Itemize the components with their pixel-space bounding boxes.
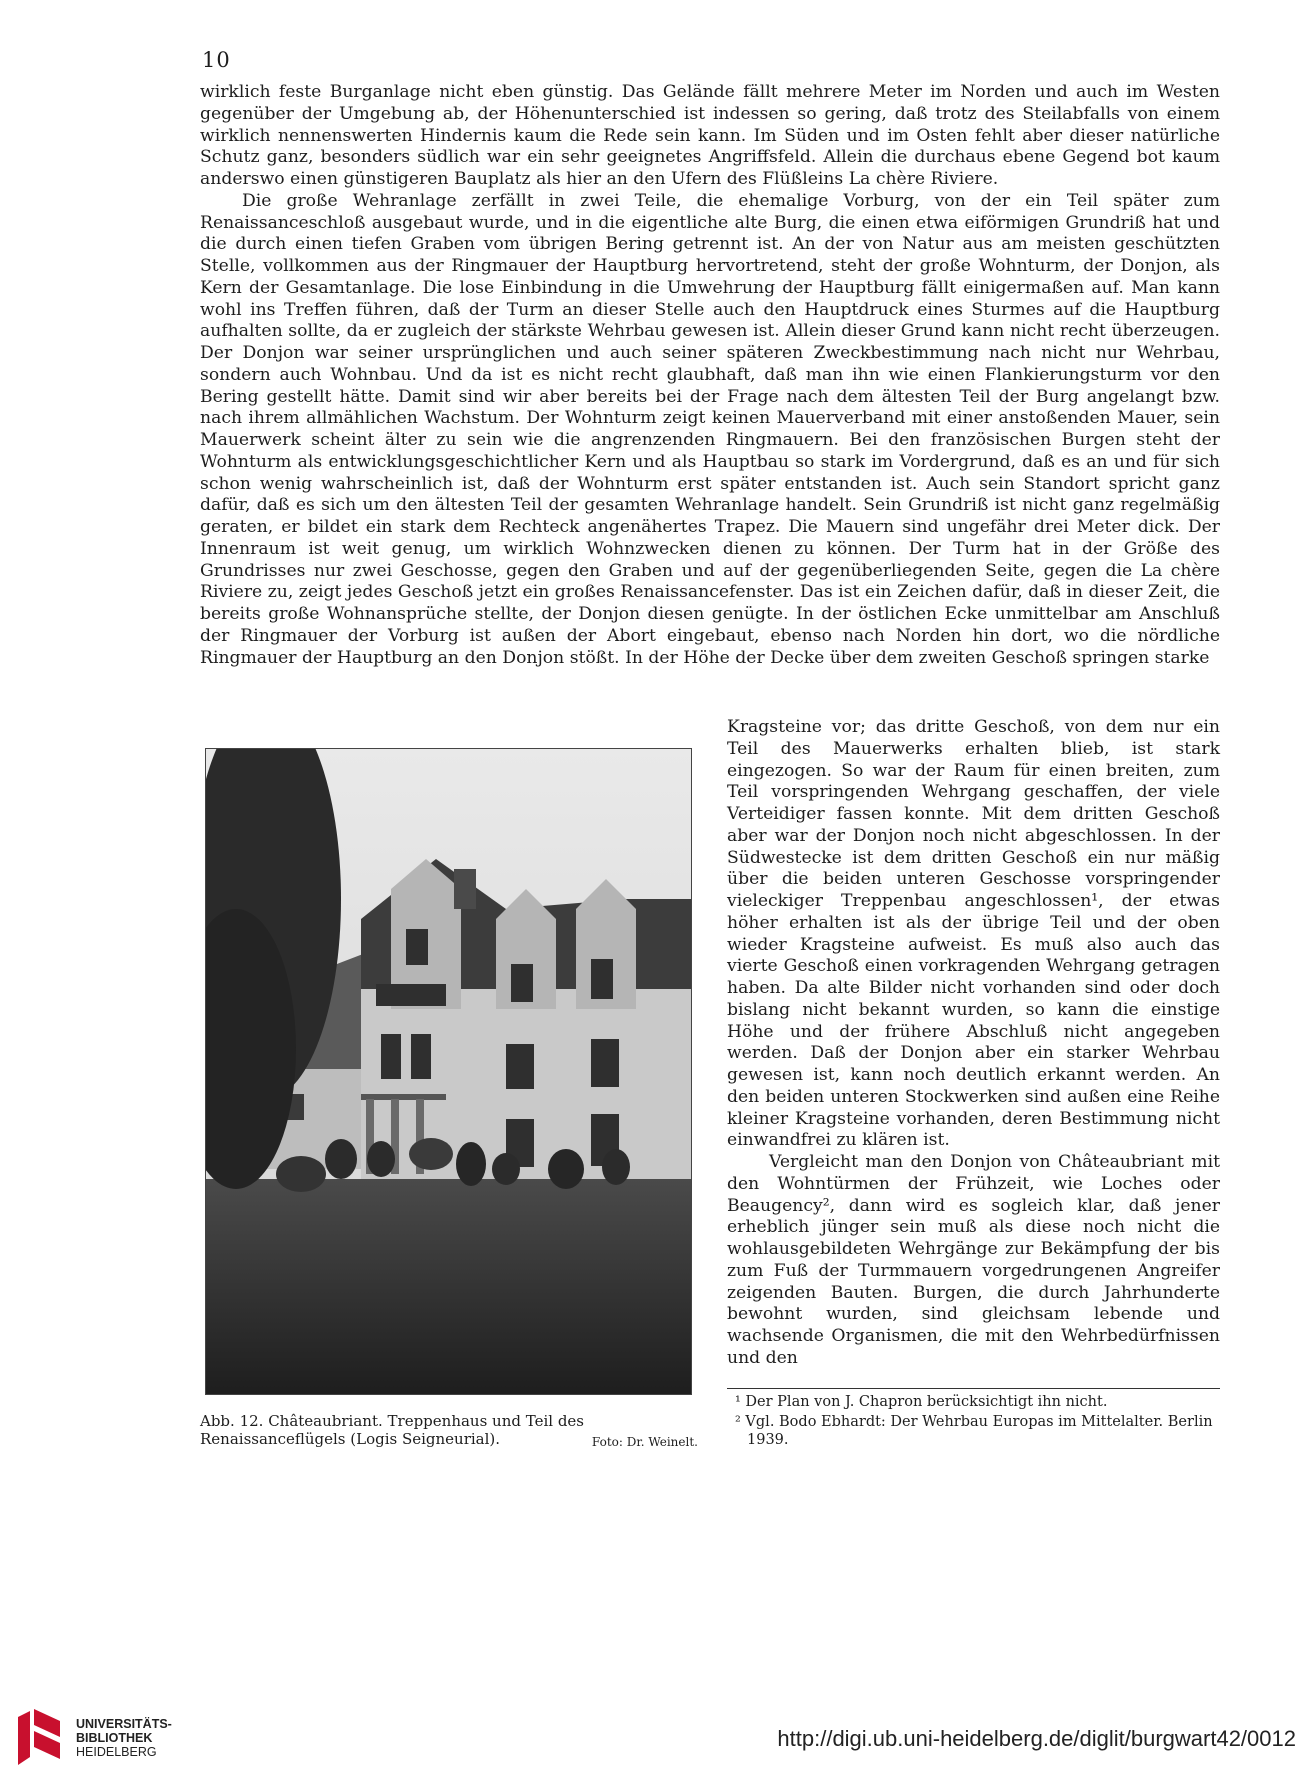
library-logo-icon: [14, 1707, 64, 1769]
source-url[interactable]: http://digi.ub.uni-heidelberg.de/diglit/burgwart42/0012: [777, 1726, 1296, 1751]
paragraph: Die große Wehranlage zerfällt in zwei Teile, die ehemalige Vorburg, von der ein Teil später zum Renaissanceschloß ausgebaut wurde, und in die eigentliche alte Burg, die einen etwa eiförmigen Grundriß hat und die durch einen tiefen Graben vom übrigen Bering getrennt ist. An der von Natur aus am meisten geschützten Stelle, vollkommen aus der Ringmauer der Hauptburg hervortretend, steht der große Wohnturm, der Donjon, als Kern der Gesamtanlage. Die lose Einbindung in die Umwehrung der Hauptburg fällt einigermaßen auf. Man kann wohl ins Treffen führen, daß der Turm an dieser Stelle auch den Hauptdruck eines Sturmes auf die Hauptburg aufhalten sollte, da er zugleich der stärkste Wehrbau gewesen ist. Allein dieser Grund kann nicht recht überzeugen. Der Donjon war seiner ursprünglichen und auch seiner späteren Zweckbestimmung nach nicht nur Wehrbau, sondern auch Wohnbau. Und da ist es nicht recht glaubhaft, daß man ihn wie einen Flankierungsturm vor den Bering gestellt hätte. Damit sind wir aber bereits bei der Frage nach dem ältesten Teil der Burg angelangt bzw. nach ihrem allmählichen Wachstum. Der Wohnturm zeigt keinen Mauerverband mit einer anstoßenden Mauer, sein Mauerwerk scheint älter zu sein wie die angrenzenden Ringmauern. Bei den französischen Burgen steht der Wohnturm als entwicklungsgeschichtlicher Kern und als Hauptbau so stark im Vordergrund, daß es an und für sich schon wenig wahrscheinlich ist, daß der Wohnturm erst später entstanden ist. Auch sein Standort spricht ganz dafür, daß es sich um den ältesten Teil der gesamten Wehranlage handelt. Sein Grundriß ist nicht ganz regelmäßig geraten, er bildet ein stark dem Rechteck angenähertes Trapez. Die Mauern sind ungefähr drei Meter dick. Der Innenraum ist weit genug, um wirklich Wohnzwecken dienen zu können. Der Turm hat in der Größe des Grundrisses nur zwei Geschosse, gegen den Graben und auf der gegenüberliegenden Seite, gegen die La chère Riviere zu, zeigt jedes Geschoß jetzt ein großes Renaissancefenster. Das ist ein Zeichen dafür, daß in dieser Zeit, die bereits große Wohnansprüche stellte, der Donjon diesen genügte. In der östlichen Ecke unmittelbar am Anschluß der Ringmauer der Vorburg ist außen der Abort eingebaut, ebenso nach Norden hin dort, wo die nördliche Ringmauer der Hauptburg an den Donjon stößt. In der Höhe der Decke über dem zweiten Geschoß springen starke: [200, 190, 1220, 668]
library-name: [76, 1717, 172, 1759]
caption-text: Abb. 12. Châteaubriant. Treppenhaus und Teil des Renaissanceflügels (Logis Seigneurial).: [200, 1412, 584, 1448]
footnotes: [727, 1388, 1220, 1451]
figure-caption: [200, 1412, 698, 1451]
right-column-text: [727, 717, 1220, 1370]
photo-illustration: [206, 749, 691, 1394]
paragraph: Vergleicht man den Donjon von Châteaubriant mit den Wohntürmen der Frühzeit, wie Loches oder Beaugency², dann wird es sogleich klar, daß jener erheblich jünger sein muß als diese noch nicht die wohlausgebildeten Wehrgänge zur Bekämpfung der bis zum Fuß der Turmmauern vorgedrungenen Angreifer zeigenden Bauten. Burgen, die durch Jahrhunderte bewohnt wurden, sind gleichsam lebende und wachsende Organismen, die mit den Wehrbedürfnissen und den: [727, 1152, 1220, 1368]
footnote: ¹ Der Plan von J. Chapron berücksichtigt ihn nicht.: [735, 1394, 1108, 1410]
footer-bar: [0, 1682, 1312, 1792]
library-line: BIBLIOTHEK: [76, 1731, 153, 1745]
library-line: HEIDELBERG: [76, 1745, 157, 1759]
paragraph: wirklich feste Burganlage nicht eben günstig. Das Gelände fällt mehrere Meter im Norden und auch im Westen gegenüber der Umgebung ab, der Höhenunterschied ist indessen so gering, daß trotz des Steilabfalls von einem wirklich nennenswerten Hindernis kaum die Rede sein kann. Im Süden und im Osten fehlt aber dieser natürliche Schutz ganz, besonders südlich war ein sehr geeignetes Angriffsfeld. Allein die durchaus ebene Gegend bot kaum anderswo einen günstigeren Bauplatz als hier an den Ufern des Flüßleins La chère Riviere.: [200, 82, 1220, 189]
page-number: 10: [202, 48, 231, 72]
paragraph: Kragsteine vor; das dritte Geschoß, von dem nur ein Teil des Mauerwerks erhalten blieb, ist stark eingezogen. So war der Raum für einen breiten, zum Teil vorspringenden Wehrgang geschaffen, der viele Verteidiger fassen konnte. Mit dem dritten Geschoß aber war der Donjon noch nicht abgeschlossen. In der Südwestecke ist dem dritten Geschoß ein nur mäßig über die beiden unteren Geschosse vorspringender vieleckiger Treppenbau angeschlossen¹, der etwas höher erhalten ist als der übrige Teil und der oben wieder Kragsteine aufweist. Es muß also auch das vierte Geschoß einen vorkragenden Wehrgang getragen haben. Da alte Bilder nicht vorhanden sind oder doch bislang nicht bekannt wurden, so kann die einstige Höhe und der frühere Abschluß nicht angegeben werden. Daß der Donjon aber ein starker Wehrbau gewesen ist, kann noch deutlich erkannt werden. An den beiden unteren Stockwerken sind außen eine Reihe kleiner Kragsteine vorhanden, deren Bestimmung nicht einwandfrei zu klären ist.: [727, 717, 1220, 1151]
photo-chateaubriant: [205, 748, 692, 1395]
photo-credit: Foto: Dr. Weinelt.: [591, 1435, 698, 1449]
footnote: ² Vgl. Bodo Ebhardt: Der Wehrbau Europas im Mittelalter. Berlin 1939.: [735, 1414, 1213, 1448]
library-line: UNIVERSITÄTS-: [76, 1717, 172, 1731]
main-text-block: [200, 82, 1220, 669]
